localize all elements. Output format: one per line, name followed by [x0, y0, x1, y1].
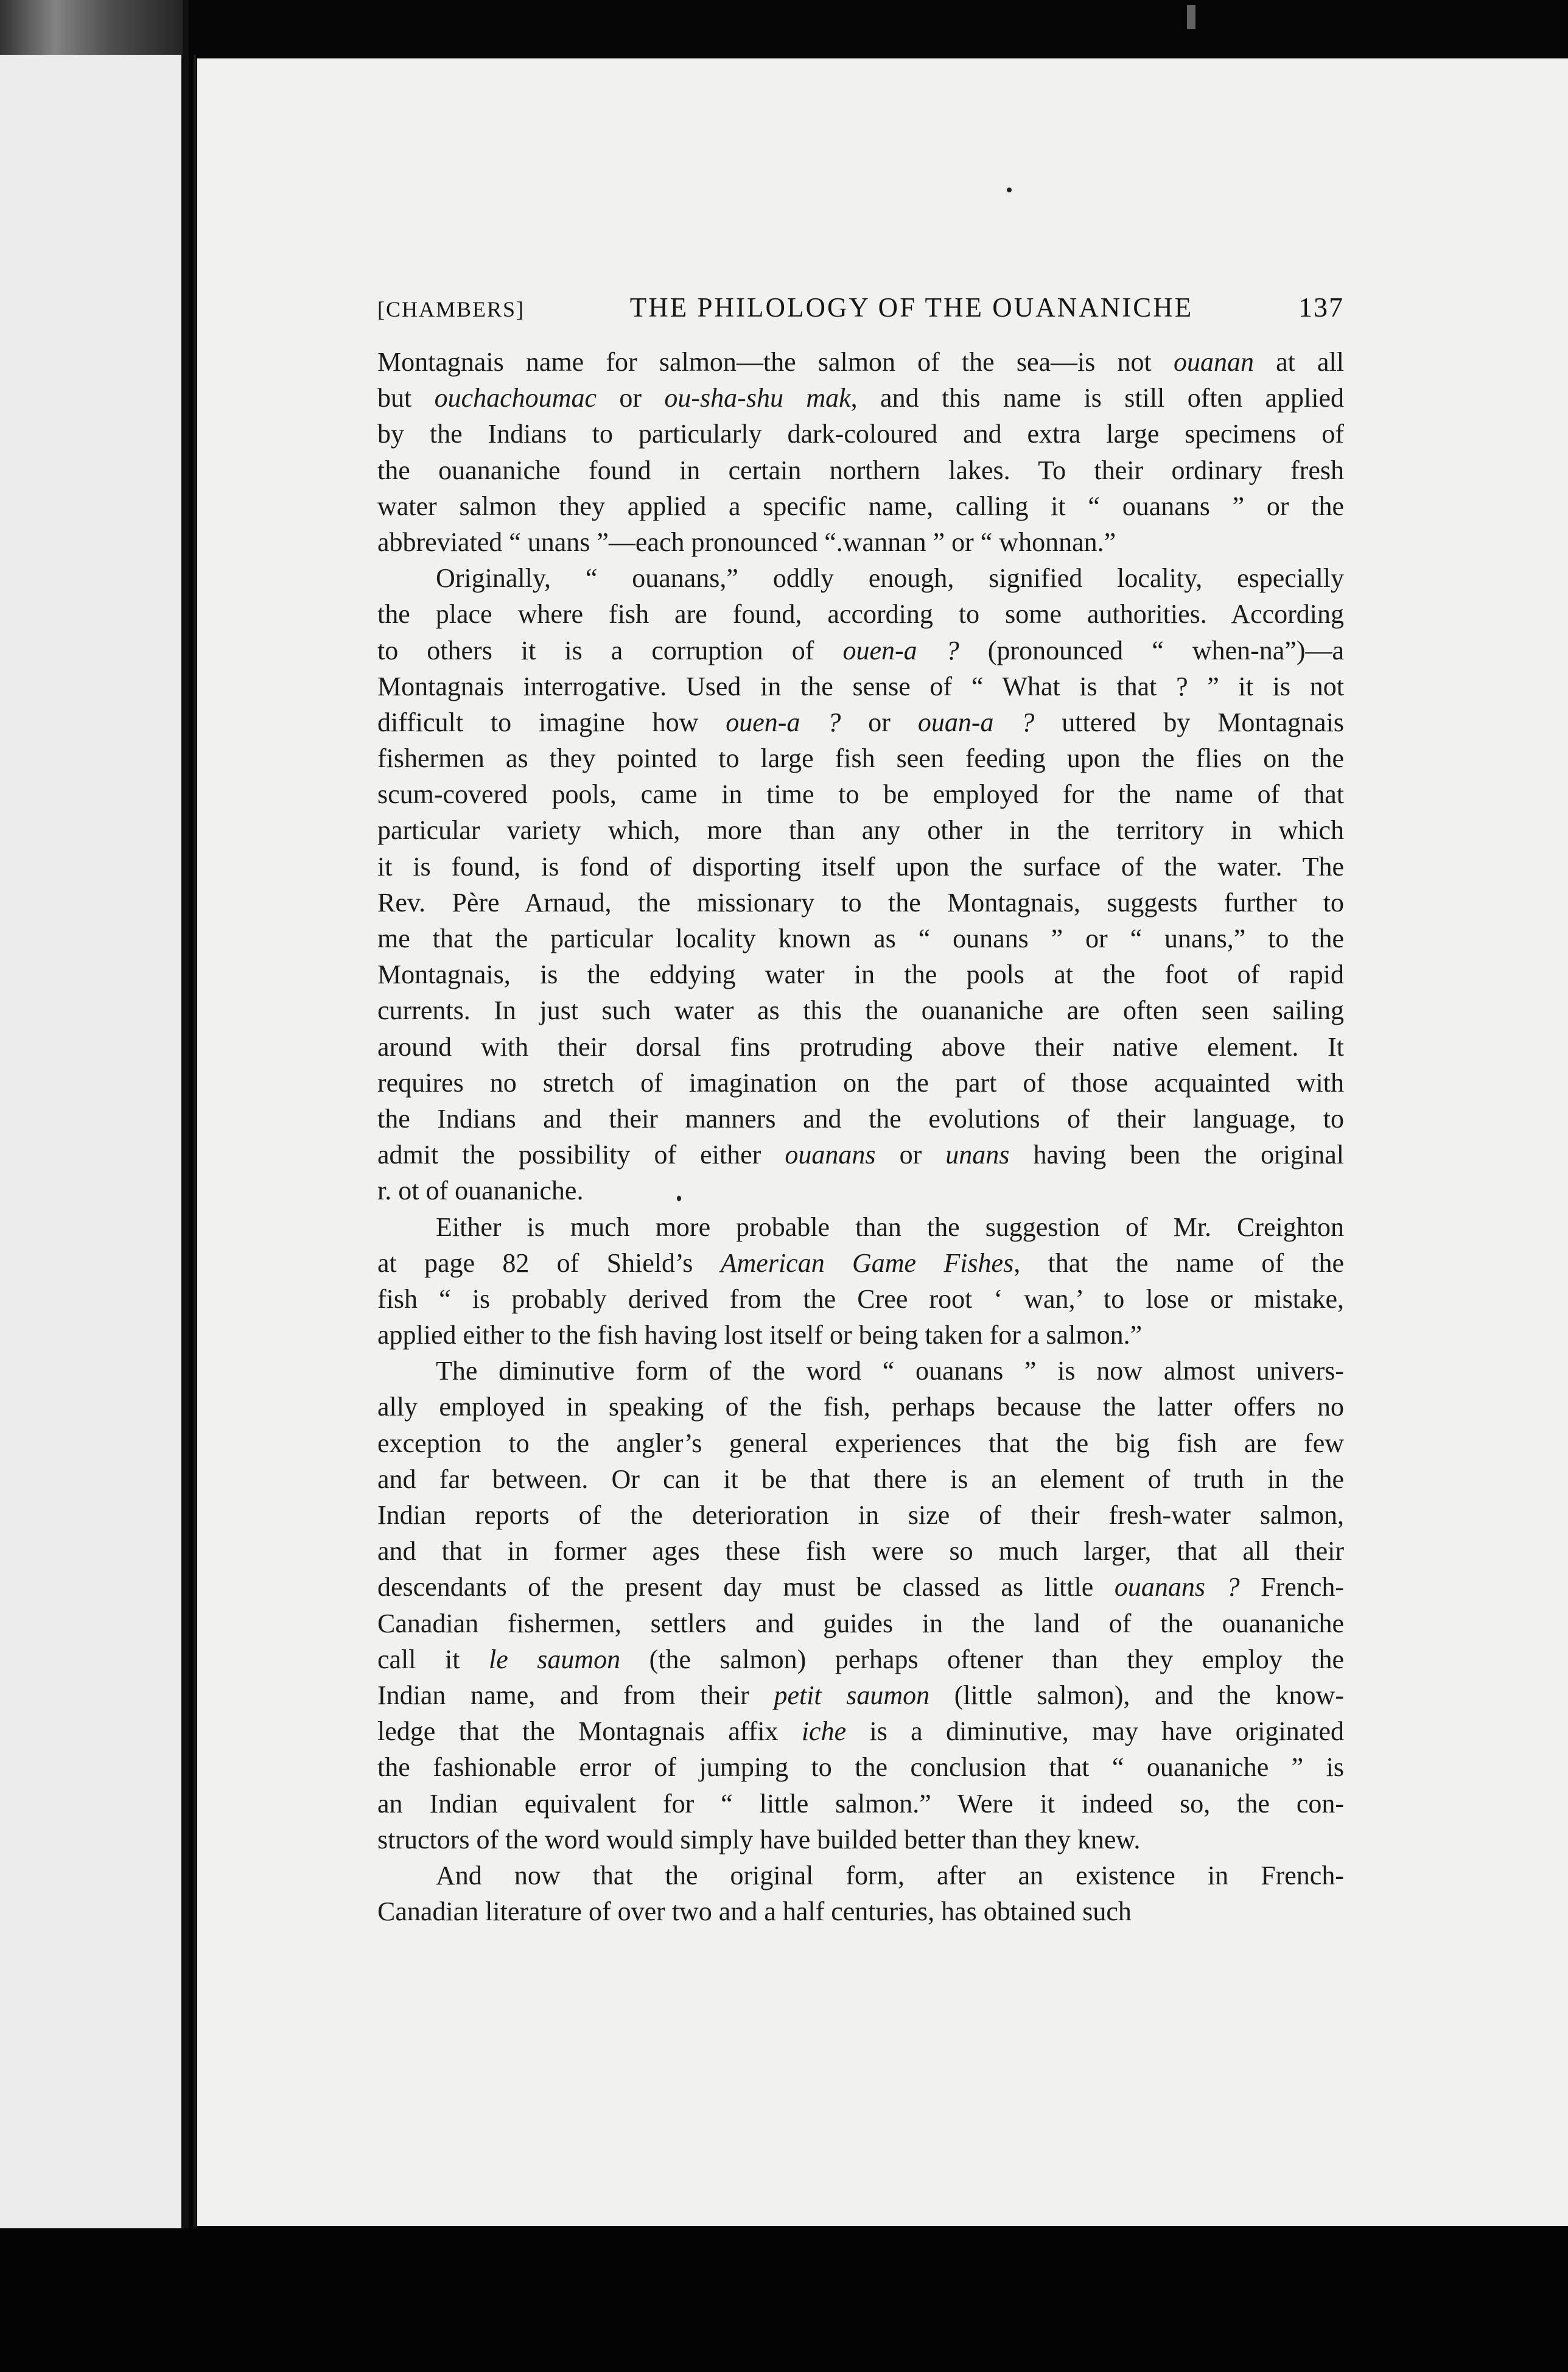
- text-line: [377, 1605, 1344, 1641]
- text-segment: abbreviated “ unans ”—each pronounced “.wannan ” or “ whonnan.”: [377, 527, 1116, 557]
- italic-term: ouan-a ?: [917, 707, 1035, 737]
- text-line: [377, 812, 1344, 848]
- text-line: [377, 633, 1344, 668]
- text-segment: by the Indians to particularly dark-coloured and extra large specimens of: [377, 419, 1344, 449]
- italic-term: petit saumon: [774, 1680, 930, 1710]
- text-segment: admit the possibility of either: [377, 1140, 785, 1170]
- text-segment: and far between. Or can it be that there is an element of truth in the: [377, 1464, 1344, 1494]
- italic-term: ouchachoumac: [434, 383, 597, 413]
- text-segment: ally employed in speaking of the fish, perhaps because the latter offers no: [377, 1392, 1344, 1422]
- text-line: [377, 956, 1344, 992]
- text-segment: Canadian literature of over two and a half centuries, has obtained such: [377, 1897, 1132, 1927]
- text-segment: scum-covered pools, came in time to be employed for the name of that: [377, 779, 1344, 810]
- text-line: [377, 1065, 1344, 1101]
- text-segment: The diminutive form of the word “ ouanans ” is now almost univers-: [436, 1356, 1344, 1386]
- italic-term: ouanans: [785, 1140, 876, 1170]
- text-line: [377, 1353, 1344, 1389]
- text-segment: difficult to imagine how: [377, 707, 726, 737]
- text-segment: the fashionable error of jumping to the conclusion that “ ouananiche ” is: [377, 1752, 1344, 1783]
- italic-term: American Game Fishes: [720, 1247, 1014, 1278]
- text-line: [377, 452, 1344, 488]
- text-segment: the ouananiche found in certain northern lakes. To their ordinary fresh: [377, 455, 1344, 485]
- text-line: [377, 740, 1344, 776]
- italic-term: ou-sha-shu mak: [664, 383, 851, 413]
- text-line: [377, 1461, 1344, 1497]
- text-segment: water salmon they applied a specific name, calling it “ ouanans ” or the: [377, 491, 1344, 521]
- text-segment: Montagnais, is the eddying water in the pools at the foot of rapid: [377, 960, 1344, 990]
- text-segment: , that the name of the: [1013, 1247, 1345, 1278]
- text-line: [377, 1677, 1344, 1713]
- text-segment: (the salmon) perhaps oftener than they employ the: [620, 1644, 1344, 1674]
- book-gutter-shadow: [194, 55, 196, 2234]
- text-segment: the place where fish are found, according to some authorities. According: [377, 599, 1344, 630]
- text-segment: (pronounced “ when-na”)—a: [959, 635, 1345, 665]
- text-segment: And now that the original form, after an existence in French-: [436, 1860, 1344, 1890]
- text-line: [377, 1029, 1344, 1065]
- text-segment: Indian name, and from their: [377, 1680, 774, 1710]
- text-segment: r. ot of ouananiche.: [377, 1176, 584, 1206]
- italic-term: ouanans ?: [1114, 1572, 1240, 1602]
- microfilm-edge-flap: [0, 0, 183, 55]
- text-segment: but: [377, 383, 435, 413]
- microfilm-top-border: [0, 0, 1568, 61]
- text-segment: an Indian equivalent for “ little salmon.” Were it indeed so, the con-: [377, 1788, 1344, 1819]
- text-segment: to others it is a corruption of: [377, 635, 843, 665]
- text-line: [377, 885, 1344, 921]
- book-gutter: [183, 0, 189, 2372]
- text-line: [377, 560, 1344, 596]
- text-line: [377, 1533, 1344, 1569]
- text-segment: particular variety which, more than any other in the territory in which: [377, 815, 1344, 846]
- text-segment: Montagnais name for salmon—the salmon of the sea—is not: [377, 347, 1174, 377]
- italic-term: ouanan: [1173, 347, 1254, 377]
- text-segment: and that in former ages these fish were so much larger, that all their: [377, 1536, 1344, 1567]
- text-line: [377, 1101, 1344, 1137]
- body-text: [377, 344, 1344, 1929]
- text-line: [377, 992, 1344, 1028]
- text-line: [377, 1893, 1344, 1929]
- text-segment: the Indians and their manners and the evolutions of their language, to: [377, 1103, 1344, 1134]
- text-segment: me that the particular locality known as “ ounans ” or “ unans,” to the: [377, 924, 1344, 953]
- paper-speck: [1007, 188, 1012, 192]
- italic-term: iche: [801, 1716, 847, 1747]
- text-line: [377, 849, 1344, 885]
- text-line: [377, 1822, 1344, 1858]
- text-segment: Canadian fishermen, settlers and guides in the land of the ouananiche: [377, 1608, 1344, 1638]
- text-line: [377, 668, 1344, 704]
- text-line: [377, 1641, 1344, 1677]
- text-line: [377, 1569, 1344, 1605]
- text-segment: having been the original: [1009, 1140, 1345, 1170]
- text-line: [377, 1137, 1344, 1173]
- text-line: [377, 596, 1344, 632]
- text-segment: ledge that the Montagnais affix: [377, 1716, 802, 1747]
- text-segment: fish “ is probably derived from the Cree root ‘ wan,’ to lose or mistake,: [377, 1283, 1344, 1314]
- text-segment: structors of the word would simply have builded better than they knew.: [377, 1824, 1141, 1854]
- text-segment: French-: [1239, 1572, 1345, 1602]
- text-line: [377, 776, 1344, 812]
- running-head: [377, 291, 1344, 334]
- text-line: [377, 704, 1344, 740]
- text-segment: applied either to the fish having lost itself or being taken for a salmon.”: [377, 1320, 1143, 1350]
- page-number: 137: [1298, 292, 1344, 323]
- italic-term: le saumon: [488, 1644, 621, 1674]
- text-segment: or: [875, 1140, 946, 1170]
- text-segment: , and this name is still often applied: [850, 383, 1344, 413]
- running-head-author: [CHAMBERS]: [377, 297, 525, 321]
- text-line: [377, 416, 1344, 452]
- text-segment: around with their dorsal fins protruding above their native element. It: [377, 1031, 1344, 1062]
- text-line: [377, 1317, 1344, 1353]
- text-segment: requires no stretch of imagination on the part of those acquainted with: [377, 1067, 1344, 1098]
- text-line: [377, 1425, 1344, 1461]
- text-segment: is a diminutive, may have originated: [846, 1716, 1344, 1747]
- text-line: [377, 1209, 1344, 1245]
- italic-term: ouen-a ?: [726, 707, 841, 737]
- text-segment: Either is much more probable than the suggestion of Mr. Creighton: [436, 1212, 1344, 1242]
- text-line: [377, 488, 1344, 524]
- text-line: [377, 1786, 1344, 1822]
- text-segment: at all: [1253, 347, 1344, 377]
- text-segment: descendants of the present day must be classed as little: [377, 1572, 1115, 1602]
- text-line: [377, 1173, 1344, 1209]
- running-head-title: THE PHILOLOGY OF THE OUANANICHE: [629, 292, 1194, 323]
- film-scratch-mark: [1187, 5, 1195, 29]
- text-line: [377, 1497, 1344, 1533]
- text-segment: currents. In just such water as this the ouananiche are often seen sailing: [377, 995, 1344, 1026]
- text-line: [377, 380, 1344, 416]
- text-segment: fishermen as they pointed to large fish seen feeding upon the flies on the: [377, 743, 1344, 774]
- text-line: [377, 1389, 1344, 1425]
- text-segment: Originally, “ ouanans,” oddly enough, signified locality, especially: [436, 563, 1344, 594]
- text-line: [377, 524, 1344, 560]
- italic-term: unans: [945, 1140, 1010, 1170]
- text-segment: exception to the angler’s general experiences that the big fish are few: [377, 1428, 1344, 1458]
- text-segment: Montagnais interrogative. Used in the sense of “ What is that ? ” it is not: [377, 671, 1344, 701]
- text-segment: uttered by Montagnais: [1034, 707, 1345, 737]
- text-line: [377, 1749, 1344, 1785]
- text-line: [377, 921, 1344, 956]
- text-segment: call it: [377, 1644, 489, 1674]
- text-segment: Indian reports of the deterioration in size of their fresh-water salmon,: [377, 1500, 1344, 1530]
- text-segment: it is found, is fond of disporting itself upon the surface of the water. The: [377, 851, 1344, 882]
- text-line: [377, 1245, 1344, 1281]
- text-segment: Rev. Père Arnaud, the missionary to the Montagnais, suggests further to: [377, 887, 1344, 918]
- microfilm-bottom-border: [0, 2228, 1568, 2372]
- text-segment: at page 82 of Shield’s: [377, 1247, 721, 1278]
- text-line: [377, 1858, 1344, 1893]
- text-segment: or: [596, 383, 665, 413]
- facing-page-edge: [0, 55, 181, 2234]
- text-line: [377, 1281, 1344, 1317]
- text-line: [377, 344, 1344, 380]
- text-segment: or: [841, 707, 918, 737]
- text-line: [377, 1713, 1344, 1749]
- italic-term: ouen-a ?: [842, 635, 959, 665]
- text-segment: (little salmon), and the know-: [929, 1680, 1344, 1710]
